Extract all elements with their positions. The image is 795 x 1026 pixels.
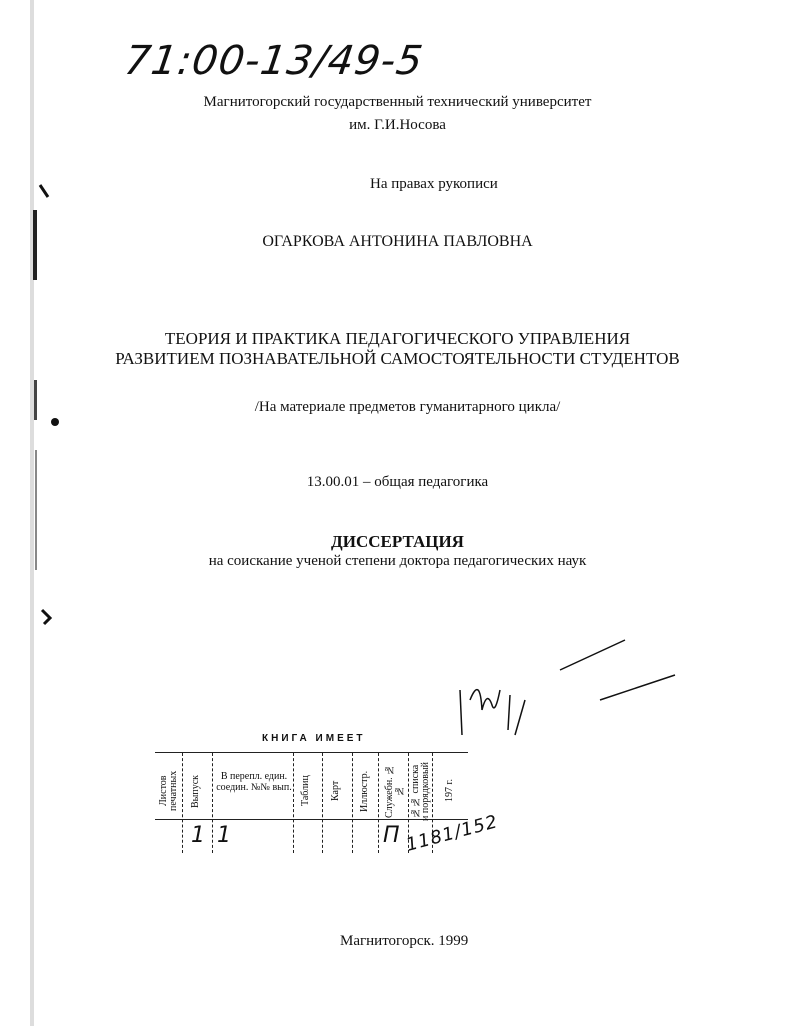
stamp-col-header: В перепл. един. соедин. №№ вып. <box>216 771 292 793</box>
signature <box>440 630 690 740</box>
stamp-col-header: Таблиц <box>300 775 311 807</box>
stamp-col-header: Карт <box>330 780 341 802</box>
stamp-col-header: Иллюстр. <box>359 770 370 812</box>
document-type: ДИССЕРТАЦИЯ <box>331 532 464 551</box>
stamp-col-header: Служебн. №№ <box>384 763 405 819</box>
degree: на соискание ученой степени доктора педагогических наук <box>208 553 587 569</box>
author: ОГАРКОВА АНТОНИНА ПАВЛОВНА <box>262 233 533 250</box>
stamp-col-header: Листов печатных <box>158 770 179 812</box>
university-name: им. Г.И.Носова <box>349 117 446 133</box>
stamp-value-issue: 1 <box>191 823 206 848</box>
university: Магнитогорский государственный технический университет <box>203 94 592 110</box>
title-line-1: ТЕОРИЯ И ПРАКТИКА ПЕДАГОГИЧЕСКОГО УПРАВЛЕНИЯ <box>164 329 631 348</box>
handwritten-code: 71:00-13/49-5 <box>121 38 427 84</box>
manuscript-note: На правах рукописи <box>370 176 498 192</box>
stamp-table <box>155 752 501 856</box>
stamp-col-header: №№ списка и порядковый <box>410 761 431 821</box>
city-year: Магнитогорск. 1999 <box>340 933 469 949</box>
stamp-value-binding: 1 <box>217 823 232 848</box>
stamp-col-header: Выпуск <box>190 774 201 808</box>
specialty: 13.00.01 – общая педагогика <box>306 474 489 490</box>
stamp-col-header: 197 г. <box>444 779 455 803</box>
scan-edge-noise <box>0 0 60 1026</box>
stamp-value-service: П <box>383 823 401 848</box>
stamp-title: КНИГА ИМЕЕТ <box>262 733 366 744</box>
subtitle: /На материале предметов гуманитарного цикла/ <box>254 399 561 415</box>
title-line-2: РАЗВИТИЕМ ПОЗНАВАТЕЛЬНОЙ САМОСТОЯТЕЛЬНОСТИ СТУДЕНТОВ <box>115 349 680 368</box>
stamp-value-list: 1181/152 <box>403 811 501 856</box>
